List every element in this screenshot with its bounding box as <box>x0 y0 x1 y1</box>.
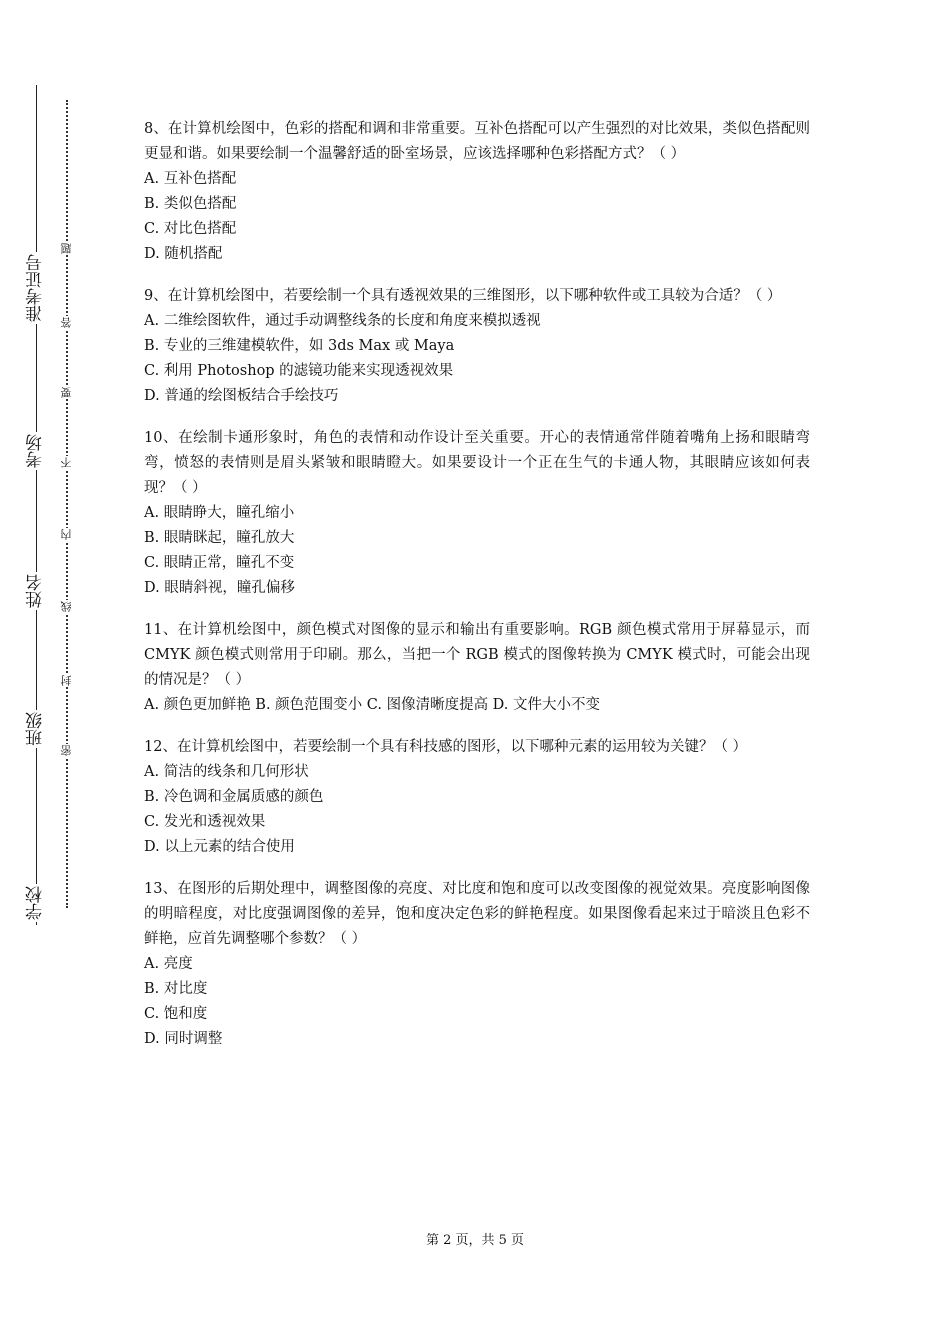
binding-solid-line <box>36 85 37 925</box>
option-a: A. 简洁的线条和几何形状 <box>144 764 309 780</box>
seal-note-char: 封 <box>58 674 76 687</box>
seal-note-char: 内 <box>58 528 76 541</box>
label-name: 姓名 <box>22 572 50 610</box>
option-a: A. 二维绘图软件，通过手动调整线条的长度和角度来模拟透视 <box>144 313 541 329</box>
label-class: 班级 <box>22 710 50 748</box>
question-9 <box>144 284 810 409</box>
seal-note-char: 题 <box>58 242 76 255</box>
question-10 <box>144 426 810 601</box>
option-d: D. 眼睛斜视，瞳孔偏移 <box>144 580 295 596</box>
question-stem: 13、在图形的后期处理中，调整图像的亮度、对比度和饱和度可以改变图像的视觉效果。亮度影响图像的明暗程度，对比度强调图像的差异，饱和度决定色彩的鲜艳程度。如果图像看起来过于暗淡且色彩不鲜艳，应首先调整哪个参数？（ ） <box>144 881 810 947</box>
seal-note-char: 答 <box>58 316 76 329</box>
option-b: B. 眼睛眯起，瞳孔放大 <box>144 530 295 546</box>
option-b: B. 类似色搭配 <box>144 196 237 212</box>
question-stem: 12、在计算机绘图中，若要绘制一个具有科技感的图形，以下哪种元素的运用较为关键？（ ） <box>144 739 748 755</box>
option-a: A. 互补色搭配 <box>144 171 237 187</box>
page-number: 第 2 页，共 5 页 <box>425 1233 525 1248</box>
option-b: B. 对比度 <box>144 981 208 997</box>
option-c: C. 眼睛正常，瞳孔不变 <box>144 555 295 571</box>
option-c: C. 对比色搭配 <box>144 221 237 237</box>
label-school: 学校 <box>22 884 50 922</box>
question-list <box>144 117 810 1069</box>
seal-note-char: 不 <box>58 456 76 469</box>
option-c: C. 饱和度 <box>144 1006 208 1022</box>
question-stem: 10、在绘制卡通形象时，角色的表情和动作设计至关重要。开心的表情通常伴随着嘴角上扬和眼睛弯弯，愤怒的表情则是眉头紧皱和眼睛瞪大。如果要设计一个正在生气的卡通人物，其眼睛应该如何表现？（ ） <box>144 430 810 496</box>
seal-note-char: 密 <box>58 744 76 757</box>
option-d: D. 普通的绘图板结合手绘技巧 <box>144 388 339 404</box>
option-c: C. 发光和透视效果 <box>144 814 266 830</box>
seal-note-char: 线 <box>58 600 76 613</box>
question-13 <box>144 877 810 1052</box>
option-line: A. 颜色更加鲜艳 B. 颜色范围变小 C. 图像清晰度提高 D. 文件大小不变 <box>144 697 601 713</box>
binding-dotted-line <box>66 100 68 908</box>
label-exam-room: 考场 <box>22 432 50 470</box>
question-11 <box>144 618 810 718</box>
question-12 <box>144 735 810 860</box>
option-c: C. 利用 Photoshop 的滤镜功能来实现透视效果 <box>144 363 454 379</box>
label-exam-number: 准考证号 <box>22 252 50 324</box>
option-b: B. 专业的三维建模软件，如 3ds Max 或 Maya <box>144 338 455 354</box>
option-d: D. 同时调整 <box>144 1031 223 1047</box>
option-a: A. 亮度 <box>144 956 193 972</box>
seal-note-char: 要 <box>58 386 76 399</box>
question-stem: 9、在计算机绘图中，若要绘制一个具有透视效果的三维图形，以下哪种软件或工具较为合适？（ ） <box>144 288 782 304</box>
question-8 <box>144 117 810 267</box>
option-d: D. 以上元素的结合使用 <box>144 839 295 855</box>
option-a: A. 眼睛睁大，瞳孔缩小 <box>144 505 295 521</box>
question-stem: 8、在计算机绘图中，色彩的搭配和调和非常重要。互补色搭配可以产生强烈的对比效果，类似色搭配则更显和谐。如果要绘制一个温馨舒适的卧室场景，应该选择哪种色彩搭配方式？（ ） <box>144 121 810 162</box>
question-stem: 11、在计算机绘图中，颜色模式对图像的显示和输出有重要影响。RGB 颜色模式常用于屏幕显示，而 CMYK 颜色模式则常用于印刷。那么，当把一个 RGB 模式的图像转换为 CMYK 模式时，可能会出现的情况是？（ ） <box>144 622 810 688</box>
option-b: B. 冷色调和金属质感的颜色 <box>144 789 324 805</box>
option-d: D. 随机搭配 <box>144 246 223 262</box>
